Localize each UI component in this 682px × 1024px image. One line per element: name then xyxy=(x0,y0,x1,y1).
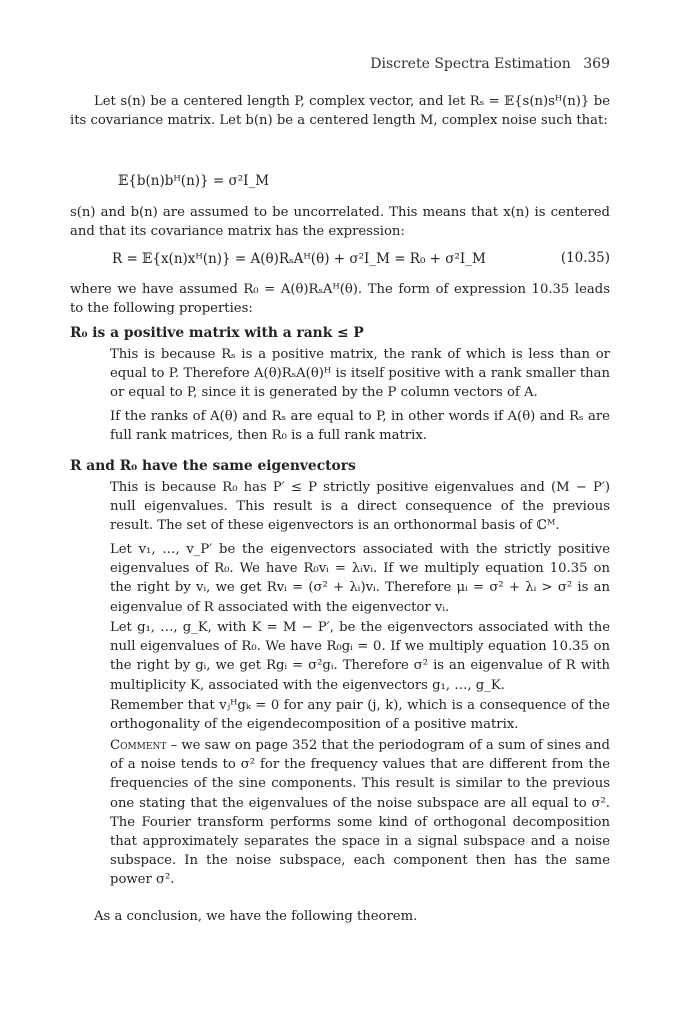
eigenvalues-paragraph: This is because R₀ has P′ ≤ P strictly positive eigenvalues and (M − P′) null eigenvalues. This result is a direct consequence of the previous result. The set of these eigenvectors is an orthonormal basis of ℂᴹ. xyxy=(110,480,610,534)
comment-label: Comment xyxy=(110,738,167,753)
equation-noise-covariance: 𝔼{b(n)bᴴ(n)} = σ²I_M xyxy=(118,173,270,189)
running-title: Discrete Spectra Estimation xyxy=(370,56,571,72)
uncorrelated-paragraph: s(n) and b(n) are assumed to be uncorrelated. This means that x(n) is centered and that its covariance matrix has the expression: xyxy=(70,205,610,240)
rank-explanation: This is because Rₛ is a positive matrix, the rank of which is less than or equal to P. Therefore A(θ)RₛA(θ)ᴴ is itself positive with a rank smaller than or equal to P, since it is generated by the P column vectors of A. xyxy=(110,347,610,401)
signal-eigenvectors-paragraph: Let v₁, …, v_P′ be the eigenvectors associated with the strictly positive eigenvalues of R₀. We have R₀vᵢ = λᵢvᵢ. If we multiply equation 10.35 on the right by vᵢ, we get Rvᵢ = (σ² + λᵢ)vᵢ. Therefore μᵢ = σ² + λᵢ > σ² is an eigenvalue of R associated with the eigenvector vᵢ. xyxy=(110,542,610,615)
running-header xyxy=(370,56,610,72)
intro-paragraph: Let s(n) be a centered length P, complex vector, and let Rₛ = 𝔼{s(n)sᴴ(n)} be its covariance matrix. Let b(n) be a centered length M, complex noise such that: xyxy=(70,94,610,129)
equation-10-35: R = 𝔼{x(n)xᴴ(n)} = A(θ)RₛAᴴ(θ) + σ²I_M = R₀ + σ²I_M xyxy=(112,251,486,267)
comment-paragraph xyxy=(110,736,610,890)
property-heading-eigenvectors: R and R₀ have the same eigenvectors xyxy=(70,458,356,474)
full-rank-paragraph: If the ranks of A(θ) and Rₛ are equal to P, in other words if A(θ) and Rₛ are full rank matrices, then R₀ is a full rank matrix. xyxy=(110,409,610,444)
assumption-paragraph: where we have assumed R₀ = A(θ)RₛAᴴ(θ). The form of expression 10.35 leads to the following properties: xyxy=(70,282,610,317)
property-heading-rank: R₀ is a positive matrix with a rank ≤ P xyxy=(70,325,364,341)
comment-text: – we saw on page 352 that the periodogram of a sum of sines and of a noise tends to σ² for the frequency values that are different from the frequencies of the sine components. This result is similar to the previous one stating that the eigenvalues of the noise subspace are all equal to σ². The Fourier transform performs some kind of orthogonal decomposition that approximately separates the space in a signal subspace and a noise subspace. In the noise subspace, each component then has the same power σ². xyxy=(110,738,610,888)
orthogonality-paragraph: Remember that vⱼᴴgₖ = 0 for any pair (j, k), which is a consequence of the orthogonality of the eigendecomposition of a positive matrix. xyxy=(110,698,610,733)
conclusion-paragraph: As a conclusion, we have the following theorem. xyxy=(94,909,418,924)
page-number: 369 xyxy=(583,56,610,72)
equation-number: (10.35) xyxy=(560,250,610,266)
noise-eigenvectors-paragraph: Let g₁, …, g_K, with K = M − P′, be the eigenvectors associated with the null eigenvalues of R₀. We have R₀gᵢ = 0. If we multiply equation 10.35 on the right by gᵢ, we get Rgᵢ = σ²gᵢ. Therefore σ² is an eigenvalue of R with multiplicity K, associated with the eigenvectors g₁, …, g_K. xyxy=(110,620,610,693)
